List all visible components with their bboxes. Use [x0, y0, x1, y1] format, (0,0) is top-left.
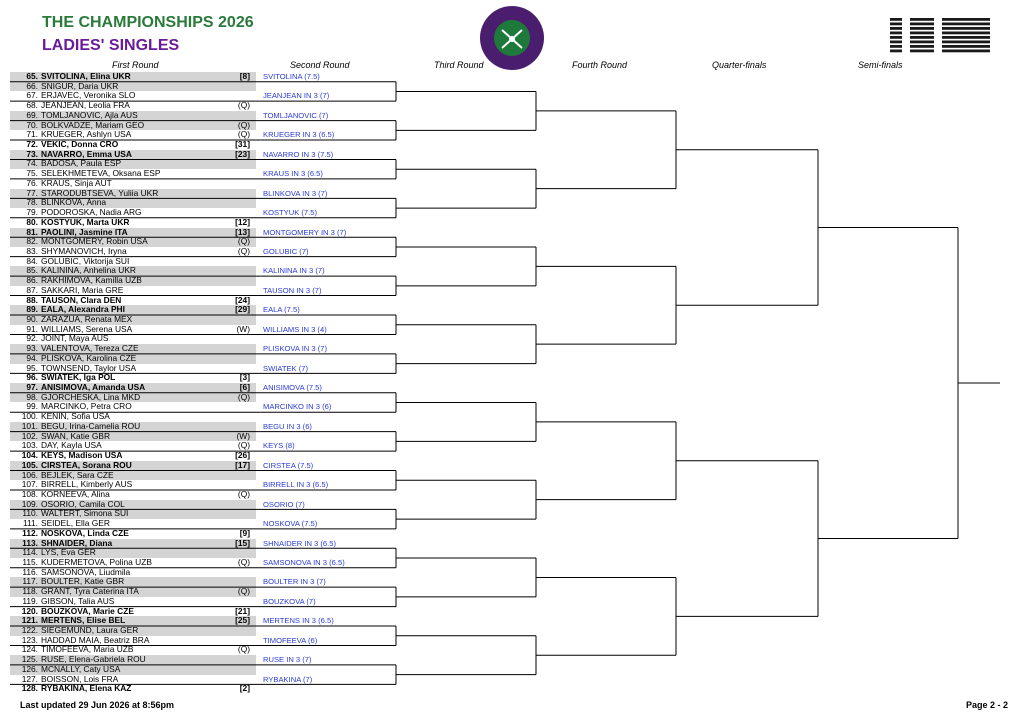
player-seed: [17]	[235, 460, 250, 470]
round-header-quarterfinals: Quarter-finals	[712, 60, 767, 70]
draw-position: 120.	[21, 606, 38, 616]
player-seed: (Q)	[237, 237, 250, 247]
player-name: SHYMANOVICH, Iryna	[41, 246, 127, 256]
player-name: EALA, Alexandra PHI	[41, 305, 125, 315]
second-round-result-link[interactable]: WILLIAMS IN 3 (4)	[263, 324, 327, 334]
player-name: SVITOLINA, Elina UKR	[41, 72, 131, 81]
draw-position: 77.	[26, 188, 38, 198]
second-round-result-link[interactable]: SHNAIDER IN 3 (6.5)	[263, 538, 337, 548]
draw-position: 122.	[21, 626, 38, 636]
player-name: BOISSON, Lois FRA	[41, 674, 119, 684]
second-round-result-link[interactable]: RYBAKINA (7)	[263, 674, 313, 684]
second-round-result-link[interactable]: RUSE IN 3 (7)	[263, 655, 312, 665]
player-name: KENIN, Sofia USA	[41, 412, 110, 422]
second-round-result-link[interactable]: BEGU IN 3 (6)	[263, 421, 312, 431]
draw-position: 115.	[22, 558, 38, 567]
draw-position: 111.	[22, 519, 38, 529]
player-name: GOLUBIC, Viktorija SUI	[41, 256, 130, 266]
second-round-result-link[interactable]: MERTENS IN 3 (6.5)	[263, 616, 334, 626]
draw-position: 91.	[26, 324, 38, 334]
draw-position: 92.	[26, 334, 38, 344]
player-seed: (W)	[236, 431, 250, 441]
draw-position: 123.	[21, 635, 38, 645]
player-seed: [25]	[235, 616, 250, 626]
second-round-result-link[interactable]: GOLUBIC (7)	[263, 246, 309, 256]
draw-position: 125.	[21, 655, 38, 665]
player-seed: [31]	[235, 140, 250, 150]
draw-position: 89.	[26, 305, 38, 315]
draw-position: 110.	[22, 509, 38, 519]
player-name: RAKHIMOVA, Kamilla UZB	[41, 276, 142, 286]
draw-position: 78.	[26, 198, 38, 208]
draw-position: 99.	[26, 402, 38, 412]
player-name: TOWNSEND, Taylor USA	[41, 363, 137, 373]
player-name: TAUSON, Clara DEN	[41, 295, 122, 305]
draw-position: 102.	[21, 431, 38, 441]
player-name: BEJLEK, Sara CZE	[41, 470, 114, 480]
player-name: VEKIC, Donna CRO	[41, 140, 119, 150]
draw-position: 74.	[26, 159, 38, 169]
second-round-result-link[interactable]: KALININA IN 3 (7)	[263, 266, 325, 276]
second-round-result-link[interactable]: SAMSONOVA IN 3 (6.5)	[263, 558, 345, 567]
player-name: PODOROSKA, Nadia ARG	[41, 208, 142, 218]
player-name: KORNEEVA, Alina	[41, 489, 110, 499]
player-name: KOSTYUK, Marta UKR	[41, 217, 130, 227]
player-name: TIMOFEEVA, Maria UZB	[41, 645, 134, 655]
draw-position: 124.	[21, 645, 38, 655]
player-name: MARCINKO, Petra CRO	[41, 402, 132, 412]
player-seed: [29]	[235, 305, 250, 315]
second-round-result-link[interactable]: TIMOFEEVA (6)	[263, 635, 318, 645]
second-round-result-link[interactable]: MONTGOMERY IN 3 (7)	[263, 227, 347, 237]
player-seed: (Q)	[237, 558, 250, 567]
draw-position: 75.	[26, 169, 38, 179]
player-name: KRAUS, Sinja AUT	[41, 178, 112, 188]
player-name: SAKKARI, Maria GRE	[41, 285, 124, 295]
player-name: JOINT, Maya AUS	[41, 334, 109, 344]
player-name: OSORIO, Camila COL	[41, 499, 125, 509]
player-name: BLINKOVA, Anna	[41, 198, 107, 208]
player-seed: (Q)	[237, 441, 250, 451]
second-round-result-link[interactable]: KRAUS IN 3 (6.5)	[263, 169, 323, 179]
second-round-result-link[interactable]: PLISKOVA IN 3 (7)	[263, 344, 328, 354]
second-round-result-link[interactable]: OSORIO (7)	[263, 499, 305, 509]
last-updated: Last updated 29 Jun 2026 at 8:56pm	[20, 700, 175, 710]
draw-position: 108.	[21, 489, 38, 499]
round-header-fourth: Fourth Round	[572, 60, 628, 70]
event-subtitle: LADIES' SINGLES	[42, 37, 180, 54]
player-name: NAVARRO, Emma USA	[41, 149, 132, 159]
draw-position: 82.	[26, 237, 38, 247]
draw-position: 95.	[26, 363, 38, 373]
draw-position: 90.	[26, 315, 38, 324]
draw-position: 81.	[26, 227, 38, 237]
draw-position: 94.	[26, 353, 38, 363]
draw-position: 109.	[21, 499, 38, 509]
draw-position: 65.	[26, 72, 38, 81]
draw-position: 86.	[26, 276, 38, 286]
page-title: THE CHAMPIONSHIPS 2026	[42, 14, 254, 31]
player-name: SIEGEMUND, Laura GER	[41, 626, 139, 636]
draw-position: 84.	[26, 256, 38, 266]
player-seed: [9]	[239, 528, 250, 538]
second-round-result-link[interactable]: BLINKOVA IN 3 (7)	[263, 188, 328, 198]
player-name: TOMLJANOVIC, Ajla AUS	[41, 110, 138, 120]
player-seed: (Q)	[237, 392, 250, 402]
draw-position: 85.	[26, 266, 38, 276]
second-round-result-link[interactable]: NAVARRO IN 3 (7.5)	[263, 149, 334, 159]
player-seed: [24]	[235, 295, 250, 305]
round-header-semifinals: Semi-finals	[858, 60, 903, 70]
second-round-result-link[interactable]: JEANJEAN IN 3 (7)	[263, 91, 330, 101]
draw-position: 67.	[26, 91, 38, 101]
draw-position: 127.	[21, 674, 38, 684]
player-seed: [23]	[235, 149, 250, 159]
draw-position: 68.	[26, 101, 38, 111]
player-name: GIBSON, Talia AUS	[41, 596, 115, 606]
round-header-second: Second Round	[290, 60, 350, 70]
draw-position: 72.	[26, 140, 38, 150]
player-name: RYBAKINA, Elena KAZ	[41, 684, 132, 694]
player-name: MERTENS, Elise BEL	[41, 616, 126, 626]
draw-position: 104.	[21, 451, 38, 461]
draw-position: 126.	[21, 664, 38, 674]
draw-position: 101.	[21, 421, 38, 431]
player-name: NOSKOVA, Linda CZE	[41, 528, 129, 538]
player-name: MONTGOMERY, Robin USA	[41, 237, 148, 247]
second-round-result-link[interactable]: BIRRELL IN 3 (6.5)	[263, 480, 329, 490]
player-name: BOUZKOVA, Marie CZE	[41, 606, 134, 616]
draw-position: 83.	[26, 246, 38, 256]
draw-position: 114.	[22, 548, 38, 558]
draw-position: 66.	[26, 81, 38, 91]
player-seed: (Q)	[237, 120, 250, 130]
second-round-result-link[interactable]: TAUSON IN 3 (7)	[263, 285, 322, 295]
player-seed: [15]	[235, 538, 250, 548]
player-name: GRANT, Tyra Caterina ITA	[41, 587, 139, 597]
draw-position: 103.	[21, 441, 38, 451]
player-name: SNIGUR, Daria UKR	[41, 81, 119, 91]
draw-position: 117.	[22, 577, 38, 587]
player-name: KEYS, Madison USA	[41, 451, 123, 461]
draw-position: 87.	[26, 285, 38, 295]
second-round-result-link[interactable]: NOSKOVA (7.5)	[263, 519, 318, 529]
player-name: WALTERT, Simona SUI	[41, 509, 129, 519]
player-seed: (Q)	[237, 489, 250, 499]
draw-position: 70.	[26, 120, 38, 130]
player-name: HADDAD MAIA, Beatriz BRA	[41, 635, 150, 645]
draw-position: 100.	[21, 412, 38, 422]
second-round-result-link[interactable]: SWIATEK (7)	[263, 363, 309, 373]
player-seed: [6]	[239, 383, 250, 393]
draw-position: 96.	[26, 373, 38, 383]
page-number: Page 2 - 2	[966, 700, 1009, 710]
player-name: JEANJEAN, Leolia FRA	[41, 101, 130, 111]
round-header-third: Third Round	[434, 60, 484, 70]
draw-position: 119.	[22, 596, 38, 606]
draw-position: 97.	[26, 383, 38, 393]
second-round-result-link[interactable]: ANISIMOVA (7.5)	[263, 383, 322, 393]
player-name: GJORCHESKA, Lina MKD	[41, 392, 141, 402]
player-name: CIRSTEA, Sorana ROU	[41, 460, 132, 470]
player-name: BOULTER, Katie GBR	[41, 577, 125, 587]
player-seed: [8]	[239, 72, 250, 81]
player-name: RUSE, Elena-Gabriela ROU	[41, 655, 146, 665]
player-name: PLISKOVA, Karolina CZE	[41, 353, 137, 363]
draw-position: 118.	[22, 587, 38, 597]
second-round-result-link[interactable]: BOULTER IN 3 (7)	[263, 577, 326, 587]
draw-position: 116.	[22, 567, 38, 577]
player-name: BADOSA, Paula ESP	[41, 159, 122, 169]
player-name: MCNALLY, Caty USA	[41, 664, 121, 674]
player-name: BEGU, Irina-Camelia ROU	[41, 421, 141, 431]
second-round-result-link[interactable]: KOSTYUK (7.5)	[263, 208, 318, 218]
player-name: ANISIMOVA, Amanda USA	[41, 383, 146, 393]
second-round-result-link[interactable]: MARCINKO IN 3 (6)	[263, 402, 332, 412]
draw-position: 98.	[26, 392, 38, 402]
player-seed: [21]	[235, 606, 250, 616]
player-name: SHNAIDER, Diana	[41, 538, 113, 548]
second-round-result-link[interactable]: KRUEGER IN 3 (6.5)	[263, 130, 335, 140]
player-seed: (Q)	[237, 101, 250, 111]
player-name: ZARAZUA, Renata MEX	[41, 315, 133, 324]
draw-position: 112.	[22, 528, 38, 538]
draw-position: 71.	[26, 130, 38, 140]
draw-position: 80.	[26, 217, 38, 227]
player-name: SAMSONOVA, Liudmila	[41, 567, 131, 577]
player-name: LYS, Eva GER	[41, 548, 96, 558]
draw-position: 105.	[21, 460, 38, 470]
second-round-result-link[interactable]: KEYS (8)	[263, 441, 295, 451]
player-name: KUDERMETOVA, Polina UZB	[41, 558, 152, 567]
draw-position: 107.	[21, 480, 38, 490]
player-name: SELEKHMETEVA, Oksana ESP	[41, 169, 161, 179]
player-seed: (Q)	[237, 645, 250, 655]
player-seed: [2]	[239, 684, 250, 694]
player-name: ERJAVEC, Veronika SLO	[41, 91, 136, 101]
player-seed: (Q)	[237, 246, 250, 256]
player-name: STARODUBTSEVA, Yuliia UKR	[41, 188, 159, 198]
round-header-first: First Round	[112, 60, 159, 70]
player-name: BOLKVADZE, Mariam GEO	[41, 120, 145, 130]
draw-position: 113.	[22, 538, 38, 548]
player-name: KRUEGER, Ashlyn USA	[41, 130, 132, 140]
draw-position: 106.	[21, 470, 38, 480]
second-round-result-link[interactable]: EALA (7.5)	[263, 305, 300, 315]
player-seed: (W)	[236, 324, 250, 334]
player-name: SEIDEL, Ella GER	[41, 519, 110, 529]
second-round-result-link[interactable]: CIRSTEA (7.5)	[263, 460, 314, 470]
player-name: KALININA, Anhelina UKR	[41, 266, 136, 276]
player-seed: (Q)	[237, 587, 250, 597]
player-seed: [3]	[239, 373, 250, 383]
draw-position: 93.	[26, 344, 38, 354]
player-seed: (Q)	[237, 130, 250, 140]
second-round-result-link[interactable]: BOUZKOVA (7)	[263, 596, 316, 606]
player-name: SWIATEK, Iga POL	[41, 373, 116, 383]
player-name: BIRRELL, Kimberly AUS	[41, 480, 133, 490]
draw-position: 88.	[26, 295, 38, 305]
draw-position: 128.	[21, 684, 38, 694]
player-seed: [12]	[235, 217, 250, 227]
player-name: SWAN, Katie GBR	[41, 431, 111, 441]
draw-position: 79.	[26, 208, 38, 218]
player-name: DAY, Kayla USA	[41, 441, 102, 451]
player-name: VALENTOVA, Tereza CZE	[41, 344, 139, 354]
player-name: WILLIAMS, Serena USA	[41, 324, 133, 334]
draw-position: 76.	[26, 178, 38, 188]
player-seed: [26]	[235, 451, 250, 461]
player-name: PAOLINI, Jasmine ITA	[41, 227, 128, 237]
second-round-result-link[interactable]: SVITOLINA (7.5)	[263, 72, 320, 81]
draw-position: 121.	[21, 616, 38, 626]
second-round-result-link[interactable]: TOMLJANOVIC (7)	[263, 110, 329, 120]
draw-position: 69.	[26, 110, 38, 120]
player-seed: [13]	[235, 227, 250, 237]
draw-position: 73.	[26, 149, 38, 159]
